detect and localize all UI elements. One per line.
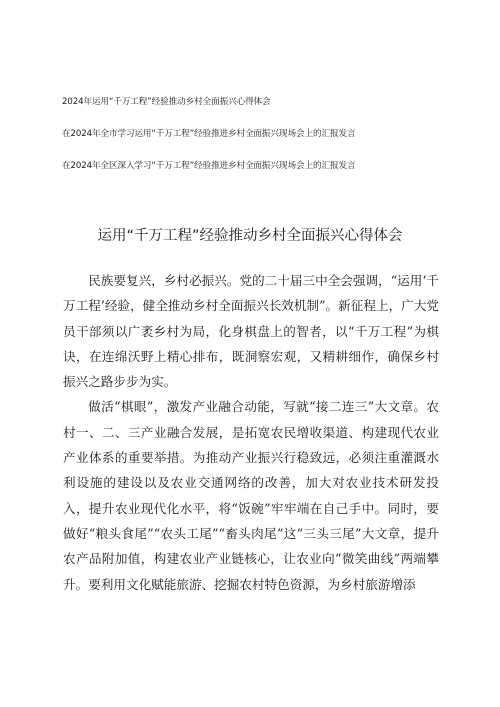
toc-item-2[interactable]: 在2024年全市学习运用“千万工程”经验推进乡村全面振兴现场会上的汇报发言 bbox=[62, 129, 356, 139]
toc-item-1[interactable]: 2024年运用“千万工程”经验推动乡村全面振兴心得体会 bbox=[62, 97, 271, 107]
paragraph-2: 做活“棋眼”，激发产业融合动能，写就“接二连三”大文章。农村一、二、三产业融合发展，是拓宽农民增收渠道、构建现代农业产业体系的重要举措。为推动产业振兴行稳致远，必须注重灌溉水利设施的建设以及农业交通网络的改善，加大对农业技术研发投入，提升农业现代化水平，将“饭碗”牢牢端在自己手中。同时，要做好“粮头食尾”“农头工尾”“畜头肉尾”这“三头三尾”大文章，提升农产品附加值，构建农业产业链核心，让农业向“微笑曲线”两端攀升。要利用文化赋能旅游、挖掘农村特色资源，为乡村旅游增添 bbox=[63, 399, 439, 592]
table-of-contents bbox=[62, 96, 482, 192]
toc-item-3[interactable]: 在2024年全区深入学习“千万工程”经验推进乡村全面振兴现场会上的汇报发言 bbox=[62, 161, 356, 171]
document-title: 运用“千万工程”经验推动乡村全面振兴心得体会 bbox=[97, 228, 403, 244]
paragraph-1: 民族要复兴，乡村必振兴。党的二十届三中全会强调，“运用‘千万工程’经验，健全推动乡村全面振兴长效机制”。新征程上，广大党员干部须以广袤乡村为局，化身棋盘上的智者，以“千万工程”为棋诀，在连绵沃野上精心排布，既洞察宏观，又精耕细作，确保乡村振兴之路步步为实。 bbox=[63, 273, 439, 390]
document-body bbox=[63, 268, 439, 597]
